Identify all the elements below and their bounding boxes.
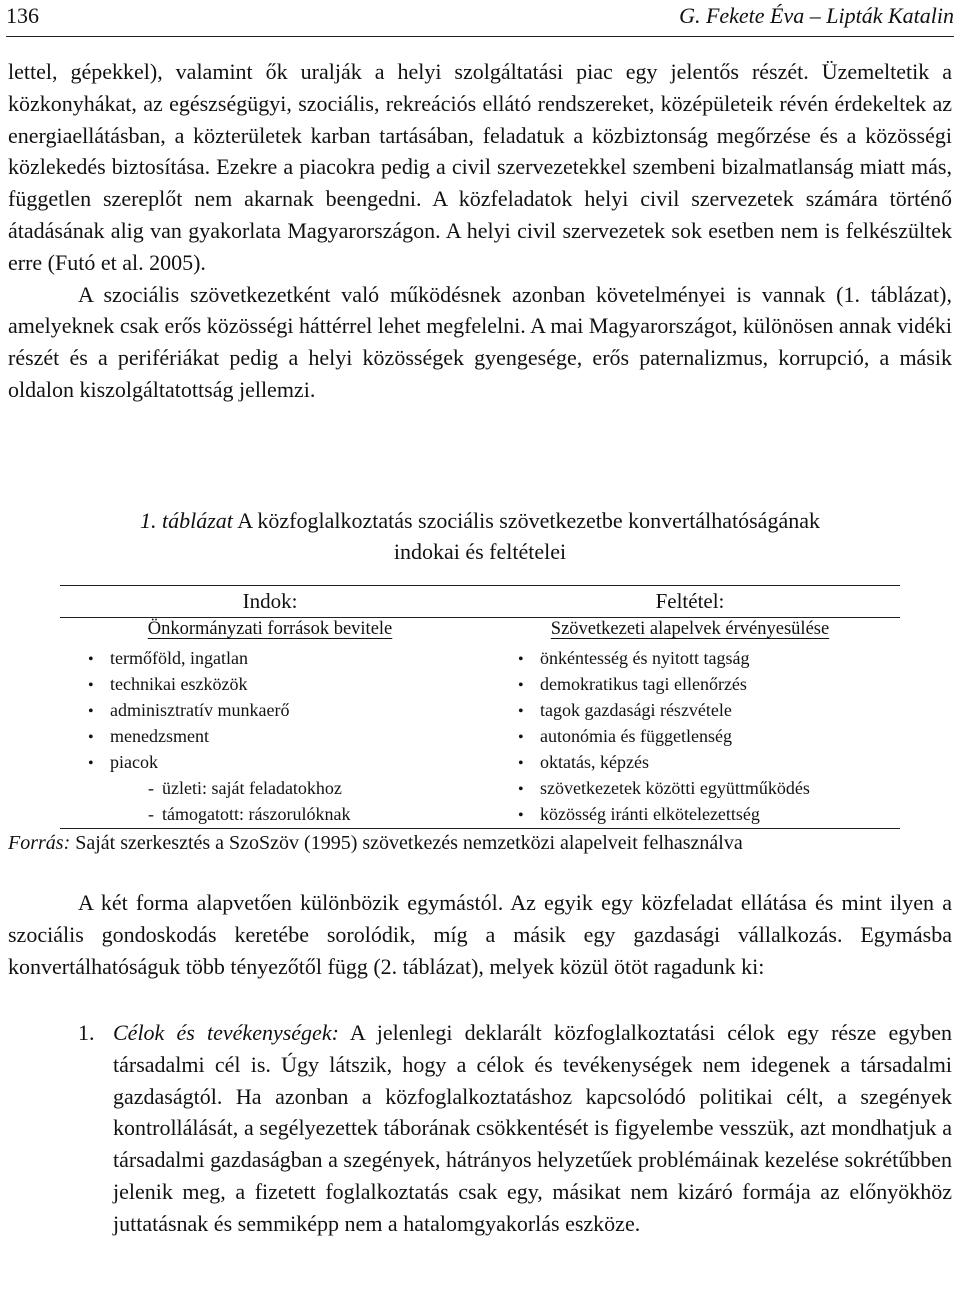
bullet-icon: • <box>88 677 94 694</box>
table-caption-line2: indokai és feltételei <box>393 539 567 564</box>
page-number: 136 <box>6 3 39 28</box>
list-item: • oktatás, képzés <box>518 749 810 775</box>
bullet-icon: • <box>518 703 524 720</box>
list-item: • közösség iránti elkötelezettség <box>518 801 810 827</box>
bullet-icon: • <box>518 677 524 694</box>
dash-icon: - <box>148 778 154 798</box>
list-item: • szövetkezetek közötti együttműködés <box>518 775 810 801</box>
bullet-icon: • <box>88 729 94 746</box>
source-label: Forrás: <box>8 832 71 854</box>
table-caption <box>8 505 952 567</box>
conditions-list <box>518 645 810 827</box>
column-header-conditions: Feltétel: <box>655 589 725 613</box>
bullet-icon: • <box>518 729 524 746</box>
table-rule-top <box>60 585 900 586</box>
table-source <box>8 828 952 858</box>
reasons-list <box>88 645 350 827</box>
body-text-top <box>8 56 952 406</box>
list-subitem: - üzleti: saját feladatokhoz <box>88 775 350 801</box>
paragraph: A szociális szövetkezetként való működésnek azonban követelményei is vannak (1. táblázat), amelyeknek csak erős közösségi háttérrel lehet megfelelni. A mai Magyarországot, különösen annak vidéki részét és a perifériákat pedig a helyi közösségek gyengesége, erős paternalizmus, korrupció, a másik oldalon kiszolgáltatottság jellemzi. <box>8 281 952 402</box>
item-term: Célok és tevékenységek: <box>113 1020 339 1045</box>
bullet-icon: • <box>88 651 94 668</box>
list-item: • piacok <box>88 749 350 775</box>
list-item: • technikai eszközök <box>88 671 350 697</box>
list-item: • tagok gazdasági részvétele <box>518 697 810 723</box>
list-item: • termőföld, ingatlan <box>88 645 350 671</box>
numbered-list <box>8 1017 952 1240</box>
page-header <box>6 0 954 37</box>
source-text: Saját szerkesztés a SzoSzöv (1995) szövetkezés nemzetközi alapelveit felhasználva <box>70 832 743 854</box>
list-item: • demokratikus tagi ellenőrzés <box>518 671 810 697</box>
table-rule-header <box>60 617 900 618</box>
dash-icon: - <box>148 804 154 824</box>
bullet-icon: • <box>518 807 524 824</box>
item-number: 1. <box>78 1020 95 1045</box>
running-head: G. Fekete Éva – Lipták Katalin <box>679 3 954 28</box>
table-caption-label: 1. táblázat <box>140 508 233 533</box>
column-header-reasons: Indok: <box>242 589 298 613</box>
bullet-icon: • <box>518 755 524 772</box>
paragraph: lettel, gépekkel), valamint ők uralják a helyi szolgáltatási piac egy jelentős részét. Üzemeltetik a közkonyhákat, az egészségügyi, szociális, rekreációs ellátó rendszereket, középületeik révén érdekeltek az energiaellátásban, a közterületek karban tartásában, feladatuk a közbiztonság megőrzése és a közösségi közlekedés biztosítása. Ezekre a piacokra pedig a civil szervezetekkel szembeni bizalmatlanság miatt más, független szereplőt nem akarnak beengedni. A közfeladatok helyi civil szervezetek számára történő átadásának alig van gyakorlata Magyarországon. A helyi civil szervezetek sok esetben nem is felkészültek erre (Futó et al. 2005). <box>8 59 952 275</box>
paragraph: A két forma alapvetően különbözik egymástól. Az egyik egy közfeladat ellátása és mint ilyen a szociális gondoskodás keretébe sorolódik, míg a másik egy gazdasági vállalkozás. Egymásba konvertálhatóságuk több tényezőtől függ (2. táblázat), melyek közül ötöt ragadunk ki: <box>8 890 952 979</box>
list-item: • autonómia és függetlenség <box>518 723 810 749</box>
bullet-icon: • <box>518 651 524 668</box>
list-item: • menedzsment <box>88 723 350 749</box>
numbered-list-item <box>8 1017 952 1240</box>
column-subheader-reasons: Önkormányzati források bevitele <box>147 619 393 639</box>
column-subheader-conditions: Szövetkezeti alapelvek érvényesülése <box>550 619 830 639</box>
bullet-icon: • <box>88 703 94 720</box>
body-text-bottom <box>8 887 952 982</box>
table-caption-line1: A közfoglalkoztatás szociális szövetkezetbe konvertálhatóságának <box>237 508 820 533</box>
list-item: • önkéntesség és nyitott tagság <box>518 645 810 671</box>
item-text: A jelenlegi deklarált közfoglalkoztatási célok egy része egyben társadalmi cél is. Úgy látszik, hogy a célok és tevékenységek nem idegenek a társadalmi gazdaságtól. Ha azonban a közfoglalkoztatáshoz kapcsolódó politikai célt, a szegények kontrollálását, a segélyezettek táborának csökkentését is figyelembe vesszük, azt mondhatjuk a társadalmi gazdaságban a szegények, hátrányos helyzetűek problémáinak kezelése sokrétűbben jelenik meg, a fizetett foglalkoztatás csak egy, másikat nem kizáró formája az előnyökhöz juttatásnak és semmiképp nem a hatalomgyakorlás eszköze. <box>113 1020 952 1236</box>
list-item: • adminisztratív munkaerő <box>88 697 350 723</box>
bullet-icon: • <box>518 781 524 798</box>
bullet-icon: • <box>88 755 94 772</box>
list-subitem: - támogatott: rászorulóknak <box>88 801 350 827</box>
